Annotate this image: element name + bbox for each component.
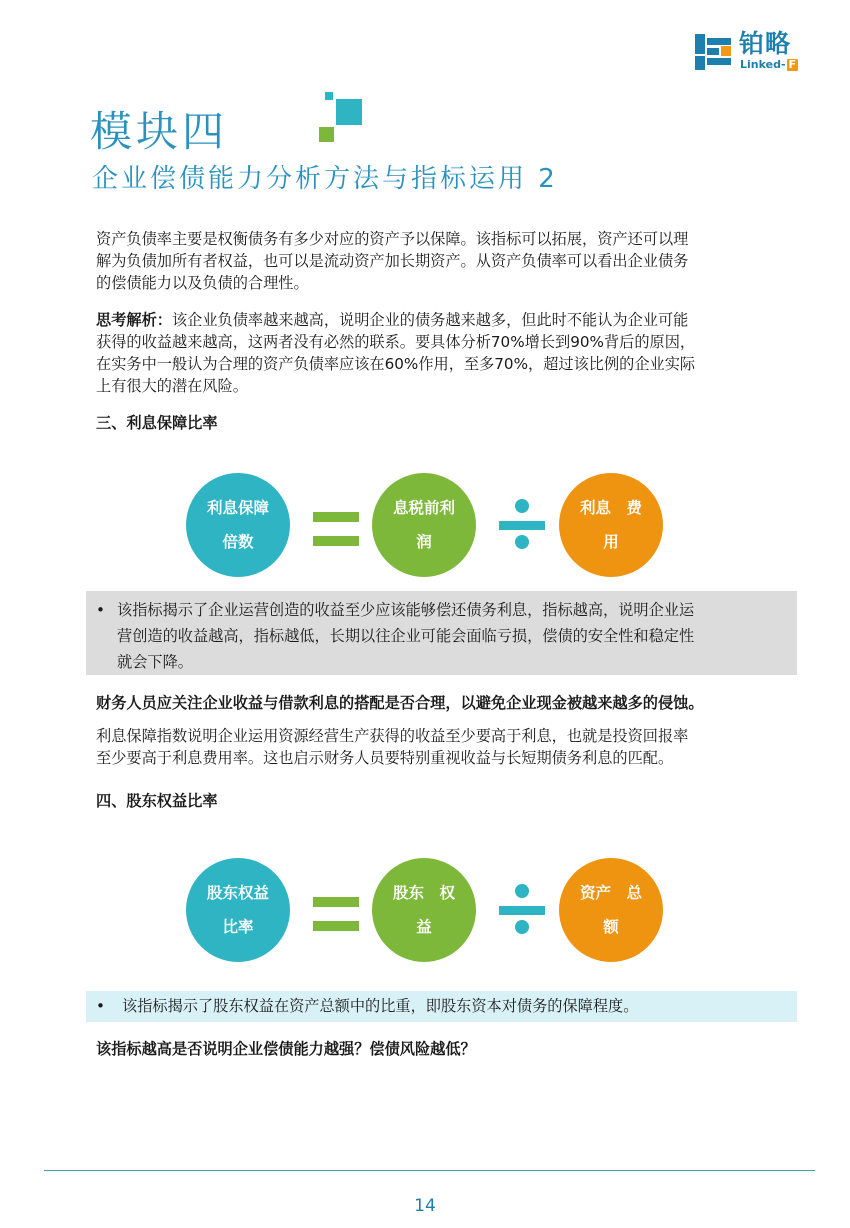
equals-bar bbox=[313, 897, 359, 907]
formula-circle-right bbox=[559, 858, 663, 962]
formula-circle-middle bbox=[372, 473, 476, 577]
intro-paragraph bbox=[96, 228, 786, 294]
equals-bar bbox=[313, 921, 359, 931]
note-line: 就会下降。 bbox=[117, 653, 193, 671]
analysis-text: 该企业负债率越来越高，说明企业的债务越来越多，但此时不能认为企业可能 bbox=[171, 311, 689, 329]
note-line: 该指标揭示了企业运营创造的收益至少应该能够偿还债务利息，指标越高，说明企业运 bbox=[117, 601, 695, 619]
bullet-icon: • bbox=[96, 601, 105, 619]
circle-label-line: 股东权益 bbox=[206, 884, 269, 902]
divide-dot bbox=[515, 884, 529, 898]
footer-divider bbox=[44, 1170, 815, 1171]
section3-heading: 三、利息保障比率 bbox=[96, 414, 218, 432]
section3-line: 利息保障指数说明企业运用资源经营生产获得的收益至少要高于利息，也就是投资回报率 bbox=[96, 727, 689, 745]
page-number: 14 bbox=[414, 1196, 436, 1216]
circle-label-line: 股东 权 bbox=[392, 884, 455, 902]
note-box-equity bbox=[86, 991, 797, 1022]
section4-heading: 四、股东权益比率 bbox=[96, 792, 218, 810]
logo-mark-icon bbox=[693, 32, 733, 72]
equals-bar bbox=[313, 536, 359, 546]
note-line: 营创造的收益越高，指标越低，长期以往企业可能会面临亏损，偿债的安全性和稳定性 bbox=[117, 627, 695, 645]
analysis-paragraph bbox=[96, 309, 786, 397]
circle-label-line: 利息保障 bbox=[206, 499, 269, 517]
circle-label-line: 润 bbox=[416, 533, 432, 551]
equals-bar bbox=[313, 512, 359, 522]
logo-text-en bbox=[740, 59, 798, 71]
decor-square-small-teal bbox=[325, 92, 333, 100]
logo-f-badge: F bbox=[788, 58, 797, 71]
divide-dot bbox=[515, 535, 529, 549]
section3-line: 至少要高于利息费用率。这也启示财务人员要特别重视收益与长短期债务利息的匹配。 bbox=[96, 749, 674, 767]
emphasis-statement: 财务人员应关注企业收益与借款利息的搭配是否合理，以避免企业现金被越来越多的侵蚀。 bbox=[96, 694, 704, 712]
note-box-interest bbox=[86, 591, 797, 675]
note-text bbox=[117, 597, 787, 675]
circle-label-line: 益 bbox=[416, 918, 432, 936]
circle-label-line: 额 bbox=[603, 918, 619, 936]
analysis-line: 在实务中一般认为合理的资产负债率应该在60%作用，至多70%，超过该比例的企业实际 bbox=[96, 355, 696, 373]
formula-circle-left bbox=[186, 858, 290, 962]
decor-square-large-teal bbox=[336, 99, 362, 125]
intro-line: 解为负债加所有者权益，也可以是流动资产加长期资产。从资产负债率可以看出企业债务 bbox=[96, 252, 689, 270]
brand-logo bbox=[693, 30, 813, 74]
formula-circle-right bbox=[559, 473, 663, 577]
closing-question: 该指标越高是否说明企业偿债能力越强？偿债风险越低？ bbox=[96, 1040, 476, 1058]
circle-label-line: 利息 费 bbox=[579, 499, 642, 517]
circle-label-line: 资产 总 bbox=[579, 884, 642, 902]
circle-label-line: 用 bbox=[603, 533, 619, 551]
logo-en-word: Linked- bbox=[740, 58, 786, 71]
intro-line: 的偿债能力以及负债的合理性。 bbox=[96, 274, 309, 292]
section3-paragraph bbox=[96, 725, 786, 769]
analysis-line bbox=[96, 309, 786, 331]
divide-bar bbox=[499, 521, 545, 530]
circle-label-line: 比率 bbox=[222, 918, 254, 936]
analysis-line: 上有很大的潜在风险。 bbox=[96, 377, 248, 395]
page-subtitle: 企业偿债能力分析方法与指标运用 2 bbox=[92, 164, 558, 194]
analysis-line: 获得的收益越来越高，这两者没有必然的联系。要具体分析70%增长到90%背后的原因， bbox=[96, 333, 696, 351]
analysis-label: 思考解析： bbox=[96, 311, 172, 329]
logo-text-cn: 铂略 bbox=[739, 29, 792, 58]
decor-square-green bbox=[319, 127, 334, 142]
intro-line: 资产负债率主要是权衡债务有多少对应的资产予以保障。该指标可以拓展，资产还可以理 bbox=[96, 230, 689, 248]
divide-bar bbox=[499, 906, 545, 915]
circle-label-line: 息税前利 bbox=[392, 499, 455, 517]
circle-label-line: 倍数 bbox=[222, 533, 254, 551]
divide-dot bbox=[515, 499, 529, 513]
bullet-icon: • bbox=[96, 997, 105, 1015]
note-text: 该指标揭示了股东权益在资产总额中的比重，即股东资本对债务的保障程度。 bbox=[122, 997, 639, 1015]
formula-circle-middle bbox=[372, 858, 476, 962]
divide-dot bbox=[515, 920, 529, 934]
module-title: 模块四 bbox=[90, 107, 229, 156]
formula-circle-left bbox=[186, 473, 290, 577]
